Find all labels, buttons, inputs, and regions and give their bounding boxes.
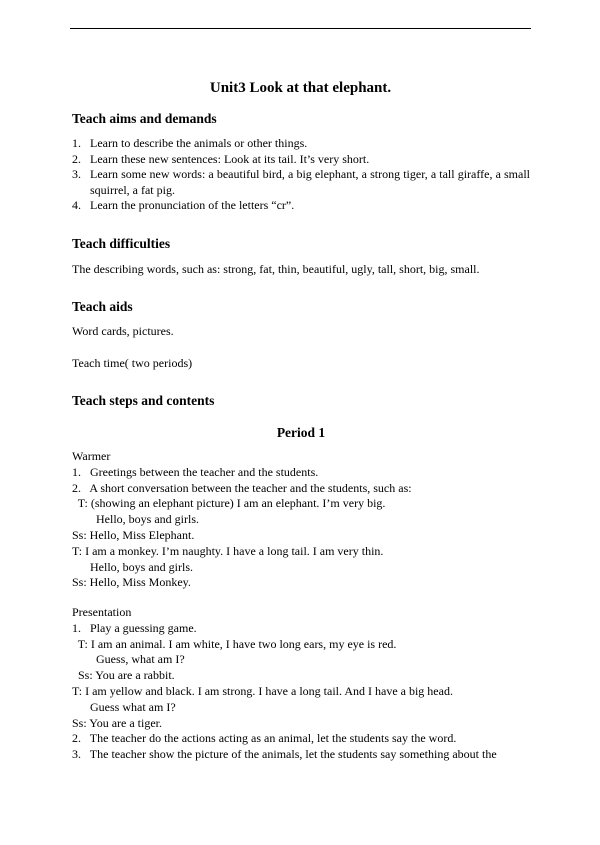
list-item: 3. Learn some new words: a beautiful bird, a big elephant, a strong tiger, a tall giraffe, a small squirrel, a fat pig. [72, 167, 530, 197]
presentation-line: Ss: You are a rabbit. [72, 668, 175, 683]
presentation-line: Guess, what am I? [72, 652, 185, 667]
presentation-block [72, 605, 530, 763]
warmer-label: Warmer [72, 449, 111, 463]
header-rule [70, 28, 531, 29]
list-item: 1. Learn to describe the animals or other things. [72, 136, 308, 150]
warmer-line: Hello, boys and girls. [72, 512, 199, 527]
warmer-line: T: (showing an elephant picture) I am an elephant. I’m very big. [72, 496, 386, 511]
presentation-line: 1. Play a guessing game. [72, 620, 197, 635]
aids-heading: Teach aids [72, 299, 133, 314]
warmer-line: Ss: Hello, Miss Elephant. [72, 527, 195, 542]
list-item: 2. Learn these new sentences: Look at its tail. It’s very short. [72, 151, 370, 166]
presentation-line: 3. The teacher show the picture of the animals, let the students say something about the [72, 747, 497, 762]
warmer-line: Ss: Hello, Miss Monkey. [72, 575, 191, 590]
presentation-line: Ss: You are a tiger. [72, 715, 162, 730]
presentation-line: Guess what am I? [72, 699, 176, 714]
warmer-line: 2. A short conversation between the teacher and the students, such as: [72, 480, 412, 495]
warmer-block [72, 449, 530, 591]
period-title: Period 1 [276, 425, 326, 440]
aims-list [72, 136, 530, 214]
list-item: 4. Learn the pronunciation of the letters “cr”. [72, 198, 295, 212]
presentation-line: T: I am an animal. I am white, I have two long ears, my eye is red. [72, 636, 397, 651]
difficulties-text: The describing words, such as: strong, fat, thin, beautiful, ugly, tall, short, big, small. [72, 262, 480, 276]
aims-heading: Teach aims and demands [72, 111, 217, 126]
difficulties-heading: Teach difficulties [72, 236, 171, 251]
teach-time: Teach time( two periods) [72, 356, 193, 370]
warmer-line: Hello, boys and girls. [72, 559, 193, 574]
steps-heading: Teach steps and contents [72, 393, 215, 408]
aids-text: Word cards, pictures. [72, 324, 174, 338]
warmer-line: T: I am a monkey. I’m naughty. I have a long tail. I am very thin. [72, 543, 384, 558]
presentation-line: 2. The teacher do the actions acting as an animal, let the students say the word. [72, 731, 457, 746]
page-title: Unit3 Look at that elephant. [209, 80, 392, 96]
warmer-line: 1. Greetings between the teacher and the students. [72, 464, 319, 479]
presentation-label: Presentation [72, 605, 132, 619]
presentation-line: T: I am yellow and black. I am strong. I have a long tail. And I have a big head. [72, 683, 453, 698]
